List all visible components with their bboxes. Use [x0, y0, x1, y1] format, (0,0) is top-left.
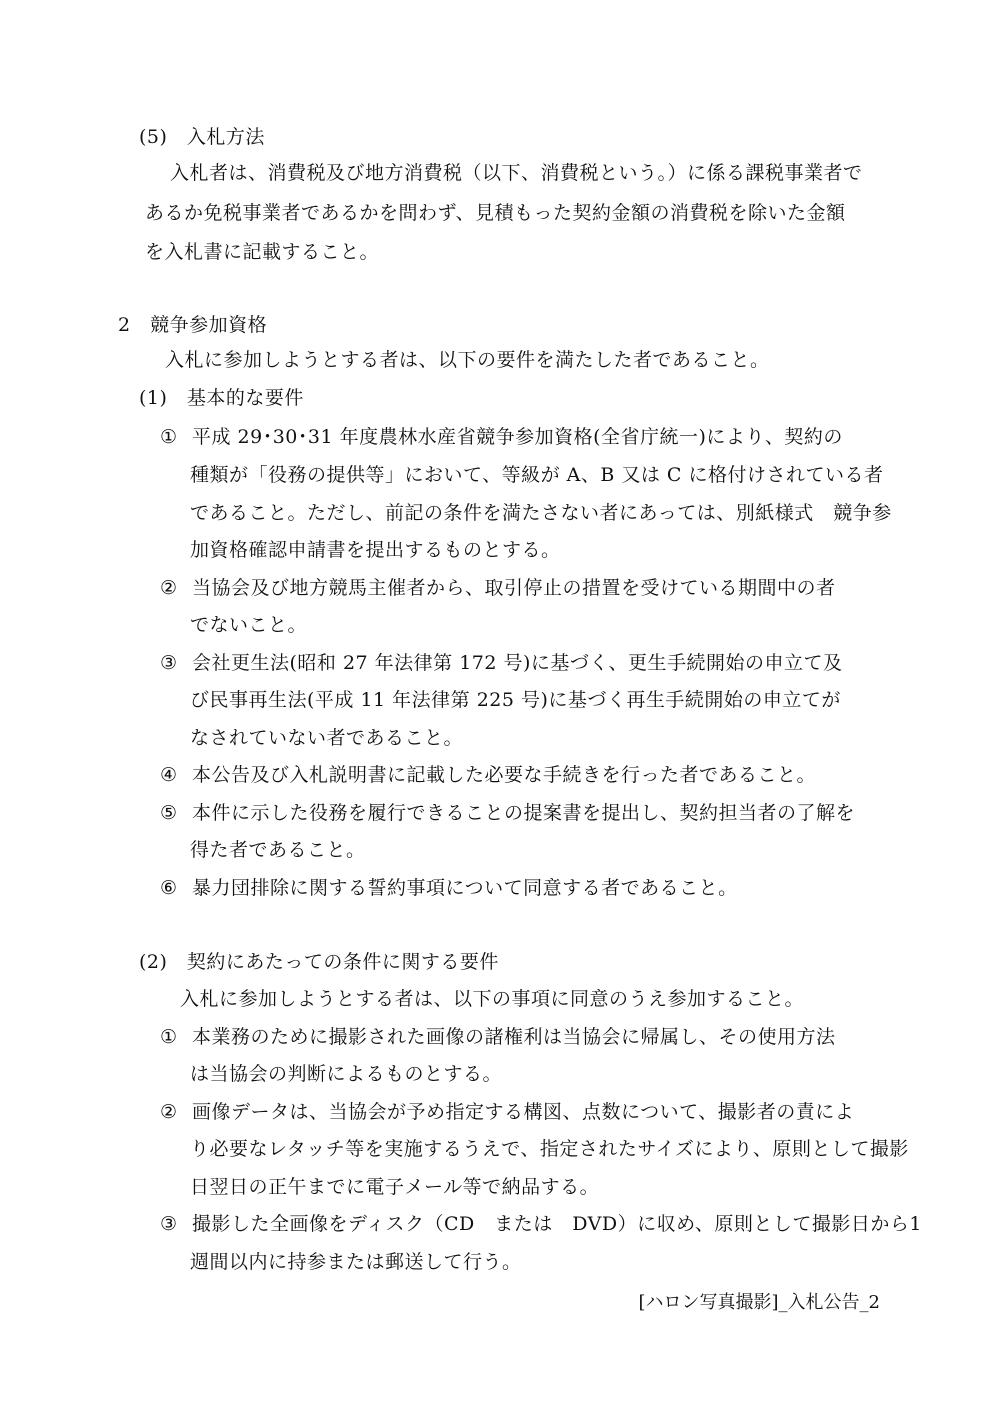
section-5-line-2: あるか免税事業者であるかを問わず、見積もった契約金額の消費税を除いた金額 [145, 202, 846, 224]
item-1-6-mark: ⑥ [160, 877, 178, 899]
section-5-heading: (5) 入札方法 [139, 126, 265, 148]
section-2-intro: 入札に参加しようとする者は、以下の要件を満たした者であること。 [165, 349, 770, 371]
item-1-1-line-1: 平成 29･30･31 年度農林水産省競争参加資格(全省庁統一)により、契約の [192, 426, 843, 448]
item-2-1-mark: ① [160, 1026, 178, 1048]
subsection-1-heading: (1) 基本的な要件 [139, 387, 304, 409]
item-2-3-line-2: 週間以内に持参または郵送して行う。 [190, 1251, 522, 1273]
section-5-line-3: を入札書に記載すること。 [145, 241, 380, 263]
subsection-2-heading: (2) 契約にあたっての条件に関する要件 [139, 951, 499, 973]
item-2-2-line-3: 日翌日の正午までに電子メール等で納品する。 [190, 1176, 600, 1198]
item-2-3-line-1: 撮影した全画像をディスク（CD または DVD）に収め、原則として撮影日から1 [192, 1213, 922, 1235]
item-1-5-line-2: 得た者であること。 [190, 839, 366, 861]
item-1-4-mark: ④ [160, 764, 178, 786]
item-2-1-line-2: は当協会の判断によるものとする。 [190, 1063, 503, 1085]
item-1-6-line-1: 暴力団排除に関する誓約事項について同意する者であること。 [192, 877, 738, 899]
item-2-2-line-2: り必要なレタッチ等を実施するうえで、指定されたサイズにより、原則として撮影 [190, 1138, 909, 1160]
item-2-2-mark: ② [160, 1101, 178, 1123]
page-footer: [ハロン写真撮影]_入札公告_2 [638, 1292, 880, 1313]
item-1-2-line-1: 当協会及び地方競馬主催者から、取引停止の措置を受けている期間中の者 [192, 577, 836, 599]
section-2-heading: 2 競争参加資格 [118, 314, 268, 336]
item-1-3-line-2: び民事再生法(平成 11 年法律第 225 号)に基づく再生手続開始の申立てが [190, 689, 841, 711]
item-1-3-mark: ③ [160, 652, 178, 674]
subsection-2-intro: 入札に参加しようとする者は、以下の事項に同意のうえ参加すること。 [180, 988, 805, 1010]
item-1-5-mark: ⑤ [160, 802, 178, 824]
item-1-1-mark: ① [160, 426, 178, 448]
item-1-1-line-4: 加資格確認申請書を提出するものとする。 [190, 539, 561, 561]
item-1-3-line-1: 会社更生法(昭和 27 年法律第 172 号)に基づく、更生手続開始の申立て及 [192, 652, 843, 674]
section-5-line-1: 入札者は、消費税及び地方消費税（以下、消費税という。）に係る課税事業者で [170, 162, 863, 184]
item-1-1-line-2: 種類が「役務の提供等」において、等級が A、B 又は C に格付けされている者 [190, 464, 884, 486]
item-1-3-line-3: なされていない者であること。 [190, 727, 464, 749]
item-1-1-line-3: であること。ただし、前記の条件を満たさない者にあっては、別紙様式 競争参 [190, 502, 892, 524]
item-2-2-line-1: 画像データは、当協会が予め指定する構図、点数について、撮影者の責によ [192, 1101, 855, 1123]
item-1-2-line-2: でないこと。 [190, 614, 308, 636]
item-1-4-line-1: 本公告及び入札説明書に記載した必要な手続きを行った者であること。 [192, 764, 817, 786]
item-2-3-mark: ③ [160, 1213, 178, 1235]
item-1-2-mark: ② [160, 577, 178, 599]
item-2-1-line-1: 本業務のために撮影された画像の諸権利は当協会に帰属し、その使用方法 [192, 1026, 836, 1048]
item-1-5-line-1: 本件に示した役務を履行できることの提案書を提出し、契約担当者の了解を [192, 802, 856, 824]
